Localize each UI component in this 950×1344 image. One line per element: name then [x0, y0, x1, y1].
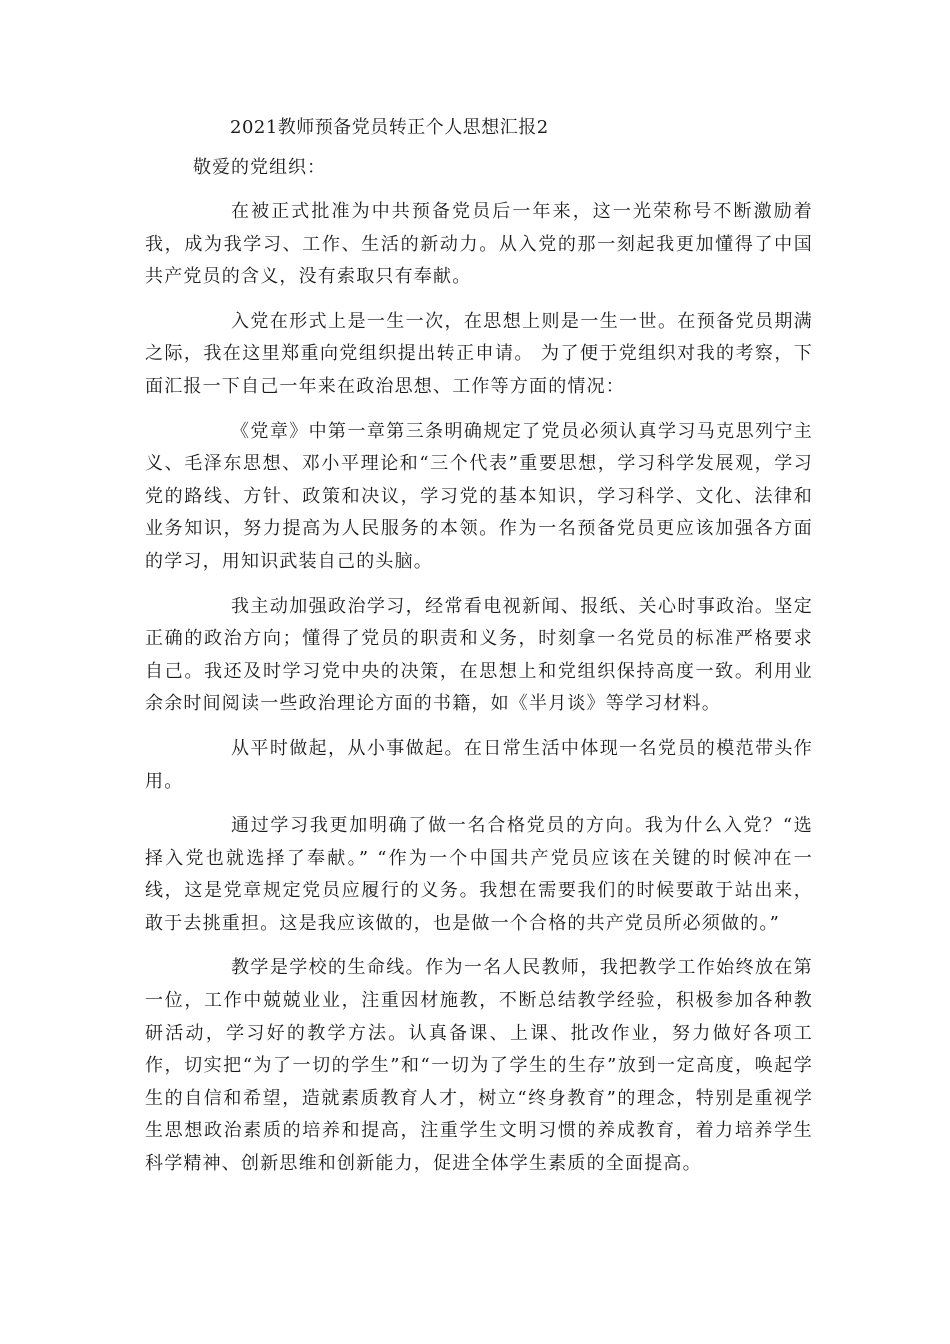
paragraph: 入党在形式上是一生一次，在思想上则是一生一世。在预备党员期满之际，我在这里郑重向党组织提出转正申请。 为了便于党组织对我的考察，下面汇报一下自己一年来在政治思想、工作等方面的情况：: [145, 310, 813, 397]
document-body: [145, 196, 813, 1193]
paragraph: 通过学习我更加明确了做一名合格党员的方向。我为什么入党？“选择入党也就选择了奉献。” “作为一个中国共产党员应该在关键的时候冲在一线，这是党章规定党员应履行的义务。我想在需要我们的时候要敢于站出来，敢于去挑重担。这是我应该做的，也是做一个合格的共产党员所必须做的。”: [145, 815, 813, 934]
salutation: 敬爱的党组织：: [193, 157, 326, 178]
document-title: 2021教师预备党员转正个人思想汇报2: [230, 117, 549, 138]
paragraph: 我主动加强政治学习，经常看电视新闻、报纸、关心时事政治。坚定正确的政治方向；懂得了党员的职责和义务，时刻拿一名党员的标准严格要求自己。我还及时学习党中央的决策，在思想上和党组织保持高度一致。利用业余余时间阅读一些政治理论方面的书籍，如《半月谈》等学习材料。: [145, 595, 813, 715]
paragraph: 教学是学校的生命线。作为一名人民教师，我把教学工作始终放在第一位，工作中兢兢业业，注重因材施教，不断总结教学经验，积极参加各种教研活动，学习好的教学方法。认真备课、上课、批改作业，努力做好各项工作，切实把“为了一切的学生”和“一切为了学生的生存”放到一定高度，唤起学生的自信和希望，造就素质教育人才，树立“终身教育”的理念，特别是重视学生思想政治素质的培养和提高，注重学生文明习惯的养成教育，着力培养学生科学精神、创新思维和创新能力，促进全体学生素质的全面提高。: [145, 957, 813, 1175]
paragraph: 在被正式批准为中共预备党员后一年来，这一光荣称号不断激励着我，成为我学习、工作、生活的新动力。从入党的那一刻起我更加懂得了中国共产党员的含义，没有索取只有奉献。: [145, 201, 813, 288]
paragraph: 《党章》中第一章第三条明确规定了党员必须认真学习马克思列宁主义、毛泽东思想、邓小平理论和“三个代表”重要思想，学习科学发展观，学习党的路线、方针、政策和决议，学习党的基本知识，学习科学、文化、法律和业务知识，努力提高为人民服务的本领。作为一名预备党员更应该加强各方面的学习，用知识武装自己的头脑。: [145, 420, 813, 572]
paragraph: 从平时做起，从小事做起。在日常生活中体现一名党员的模范带头作用。: [145, 737, 813, 792]
